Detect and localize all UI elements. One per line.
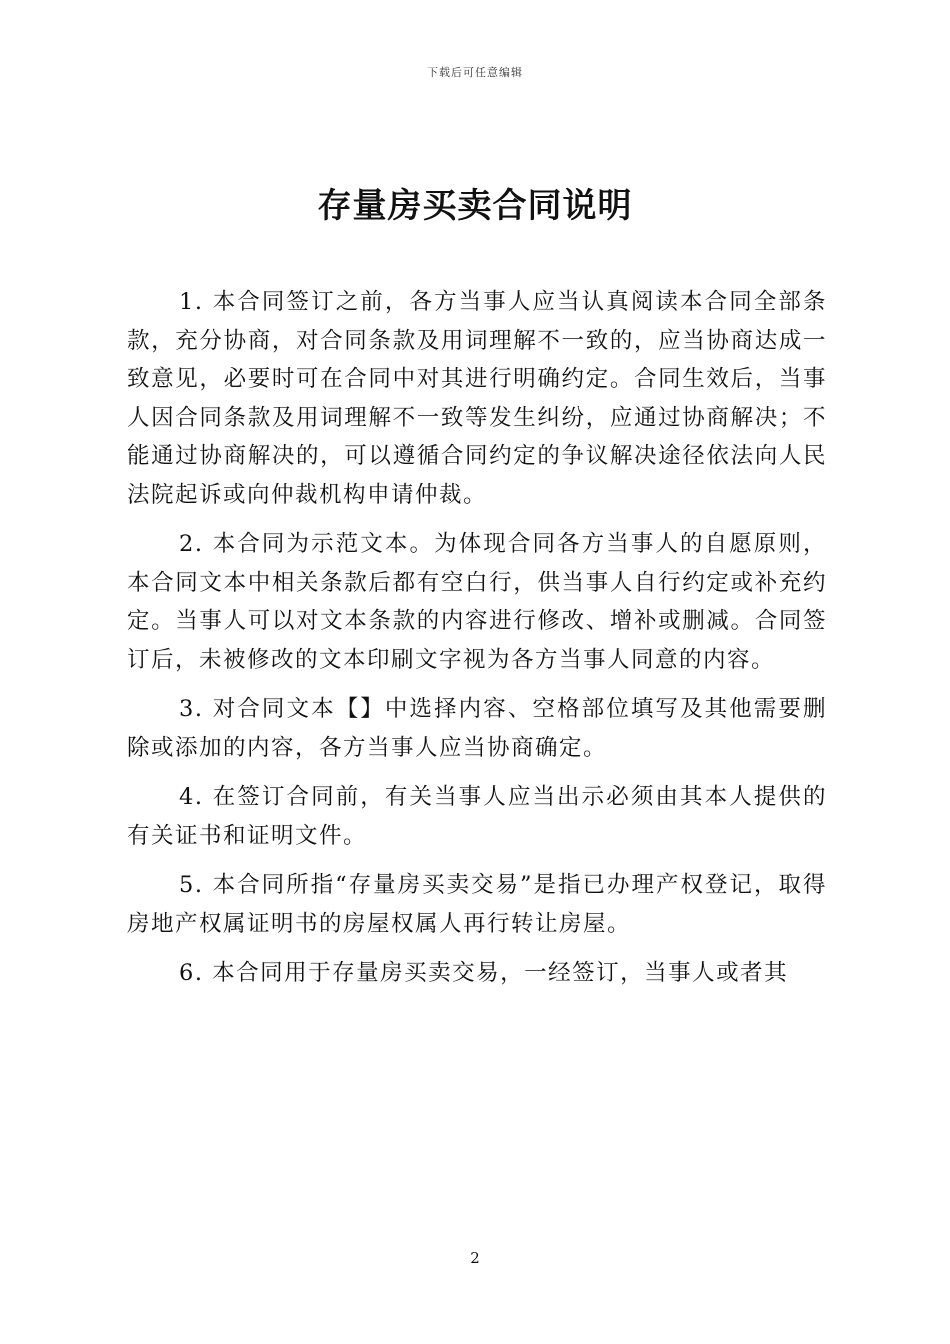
header-note: 下载后可任意编辑 [427, 66, 523, 79]
paragraph-1: 1. 本合同签订之前，各方当事人应当认真阅读本合同全部条款，充分协商，对合同条款及用词理解不一致的，应当协商达成一致意见，必要时可在合同中对其进行明确约定。合同生效后，当事人因合同条款及用词理解不一致等发生纠纷，应通过协商解决；不能通过协商解决的，可以遵循合同约定的争议解决途径依法向人民法院起诉或向仲裁机构申请仲裁。 [127, 289, 827, 508]
document-title: 存量房买卖合同说明 [317, 186, 633, 226]
paragraph-6: 6. 本合同用于存量房买卖交易，一经签订，当事人或者其 [179, 960, 789, 986]
paragraph-4: 4. 在签订合同前，有关当事人应当出示必须由其本人提供的有关证书和证明文件。 [127, 784, 827, 849]
document-body [127, 283, 827, 993]
paragraph-3: 3. 对合同文本【】中选择内容、空格部位填写及其他需要删除或添加的内容，各方当事人应当协商确定。 [127, 696, 827, 761]
page-number: 2 [470, 1249, 480, 1267]
paragraph-2: 2. 本合同为示范文本。为体现合同各方当事人的自愿原则，本合同文本中相关条款后都有空白行，供当事人自行约定或补充约定。当事人可以对文本条款的内容进行修改、增补或删减。合同签订后，未被修改的文本印刷文字视为各方当事人同意的内容。 [127, 531, 827, 673]
paragraph-5: 5. 本合同所指“存量房买卖交易”是指已办理产权登记，取得房地产权属证明书的房屋权属人再行转让房屋。 [127, 872, 827, 937]
